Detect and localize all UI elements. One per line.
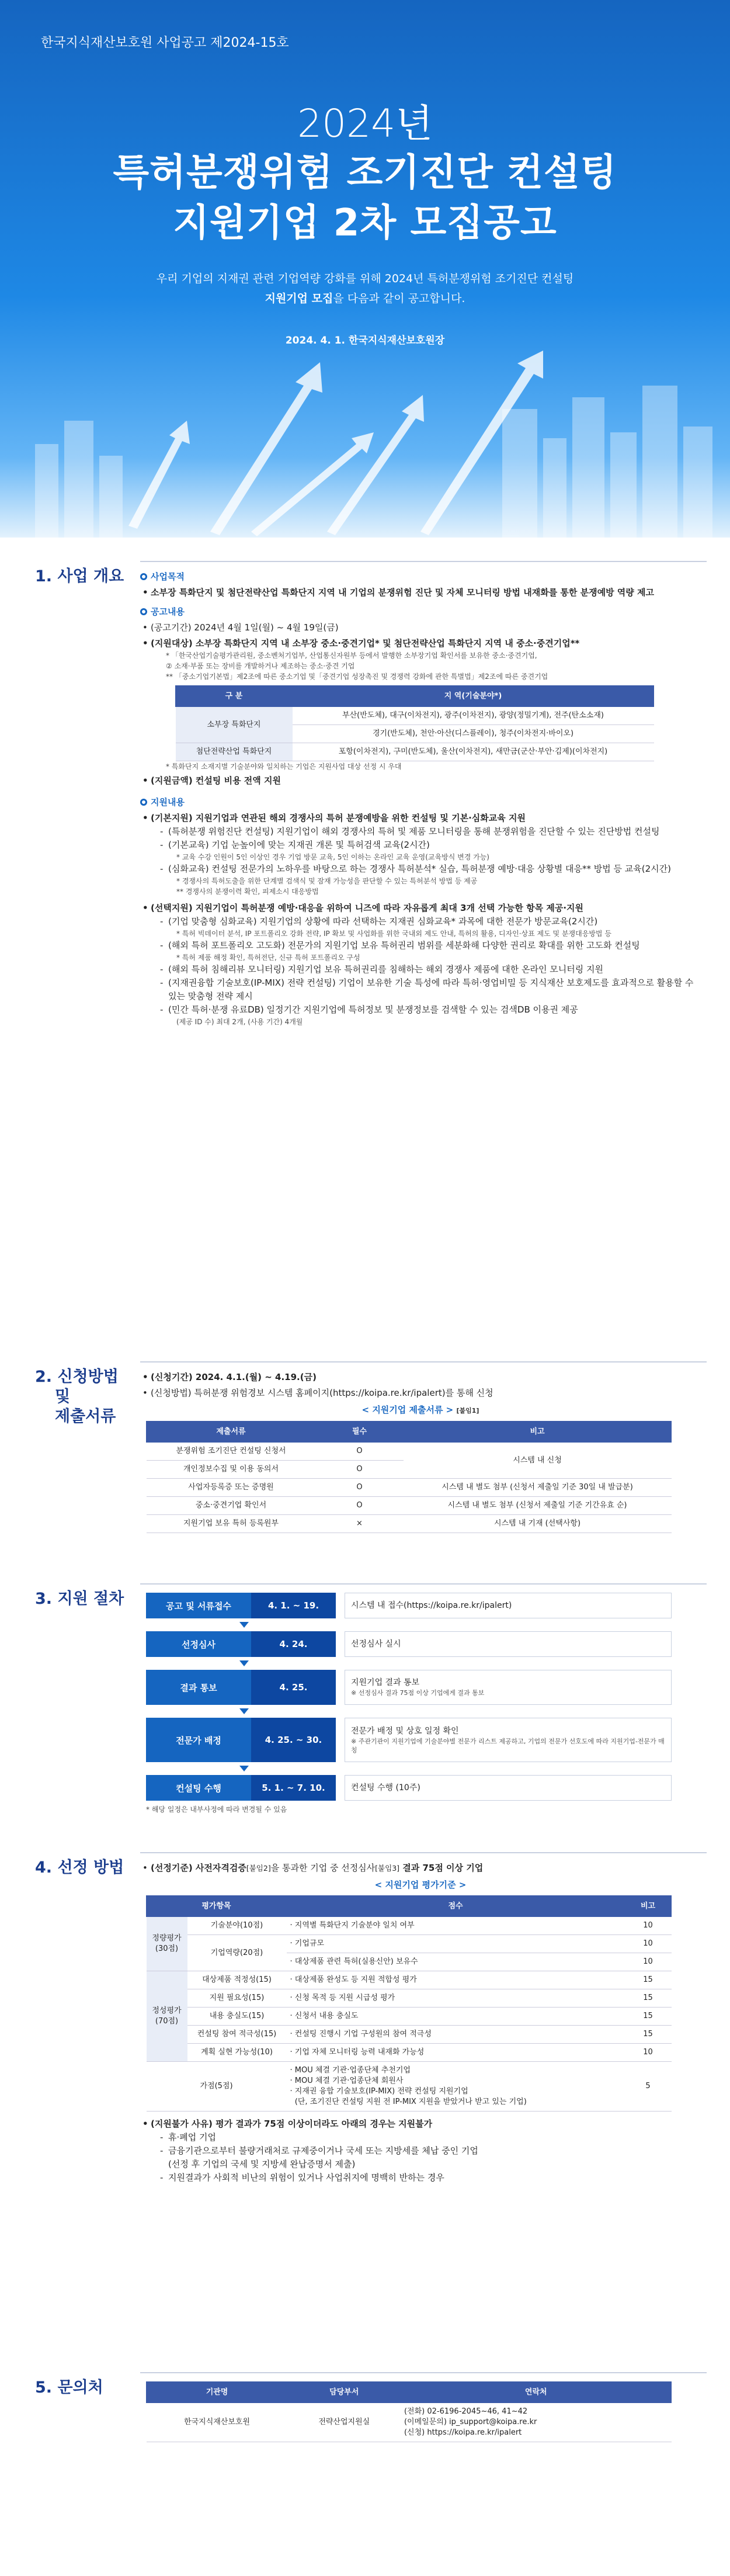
hero-date: 2024. 4. 1. 한국지식재산보호원장 xyxy=(285,335,445,346)
detail-cell: · 신청 목적 등 지원 시급성 평가 xyxy=(287,1989,625,2008)
detail-cell: · 컨설팅 진행시 기업 구성원의 참여 적극성 xyxy=(287,2026,625,2044)
step-desc xyxy=(345,1593,672,1618)
notice-period: • (공고기간) 2024년 4월 1일(월) ~ 4월 19일(금) xyxy=(140,621,701,635)
score-cell: 10 xyxy=(625,2044,672,2062)
contact-cell xyxy=(401,2403,672,2442)
step-note: ※ 선정심사 결과 75점 이상 기업에게 결과 통보 xyxy=(351,1689,485,1697)
title-line: 및 xyxy=(55,1388,71,1406)
doc-cell: 개인정보수집 및 이용 동의서 xyxy=(147,1461,316,1479)
bonus-line: · 지재권 융합 기술보호(IP-MIX) 전략 컨설팅 지원기업 xyxy=(290,2087,468,2096)
hero-desc-emph: 지원기업 모집 xyxy=(265,292,333,305)
hero-description xyxy=(0,269,730,308)
table-caption: < 지원기업 평가기준 > xyxy=(374,1880,467,1890)
score-cell: 10 xyxy=(625,1953,672,1971)
item-cell: 내용 충실도(15) xyxy=(187,2008,287,2026)
table-row xyxy=(147,1515,672,1533)
step-desc xyxy=(345,1718,672,1762)
item-cell: 기술분야(10점) xyxy=(187,1917,287,1935)
apply-period: • (신청기간) 2024. 4.1.(월) ~ 4.19.(금) xyxy=(140,1371,701,1384)
documents-table xyxy=(146,1421,672,1533)
step-row xyxy=(146,1631,672,1657)
custom-education: - (기업 맞춤형 심화교육) 지원기업의 상황에 따라 선택하는 지재권 심화교육* 과목에 대한 전문가 방문교육(2시간) xyxy=(140,915,701,928)
optional-support: • (선택지원) 지원기업이 특허분쟁 예방·대응을 위하여 니즈에 따라 자유롭게 최대 3개 선택 가능한 항목 제공·지원 xyxy=(140,902,701,915)
score-cell: 5 xyxy=(625,2062,672,2112)
hero-title-line2: 지원기업 2차 모집공고 xyxy=(173,202,557,245)
section-divider xyxy=(140,561,707,562)
advanced-note-1: * 경쟁사의 특허도출을 위한 단계별 검색식 및 잠재 가능성을 판단할 수 있는 특허분석 방법 등 제공 xyxy=(176,877,478,885)
portfolio-note: * 특허 제품 해정 확인, 특허전단, 신규 특허 포트폴리오 구성 xyxy=(176,954,360,962)
table-caption xyxy=(140,1403,701,1417)
subheading-text: 사업목적 xyxy=(151,571,185,582)
step-row xyxy=(146,1593,672,1618)
req-cell: O xyxy=(316,1497,404,1515)
table-row xyxy=(147,1479,672,1497)
hero-desc-rest: 을 다음과 같이 공고합니다. xyxy=(333,292,465,305)
section-title xyxy=(35,1367,119,1427)
req-cell: × xyxy=(316,1515,404,1533)
basic-consulting: - (특허분쟁 위험진단 컨설팅) 지원기업이 해외 경쟁사의 특허 및 제품 모니터링을 통해 분쟁위험을 진단할 수 있는 진단방법 컨설팅 xyxy=(140,825,701,838)
row-label: 소부장 특화단지 xyxy=(176,707,293,743)
item-cell: 컨설팅 참여 적극성(15) xyxy=(187,2026,287,2044)
bonus-line: (단, 조기진단 컨설팅 지원 전 IP-MIX 지원을 받았거나 받고 있는 기업) xyxy=(290,2097,527,2106)
org-cell: 한국지식재산보호원 xyxy=(147,2403,288,2442)
support-amount: • (지원금액) 컨설팅 비용 전액 지원 xyxy=(140,774,701,788)
section-divider xyxy=(140,1852,707,1853)
target-note-1: * 「한국산업기술평가관리원, 중소벤처기업부, 산업통신자원부 등에서 발행한 소부장기업 확인서를 보유한 중소·중견기업, xyxy=(166,651,537,660)
criteria-text: 결과 75점 이상 기업 xyxy=(399,1863,484,1873)
advanced-education: - (심화교육) 컨설팅 전문가의 노하우를 바탕으로 하는 경쟁사 특허분석* 실습, 특허분쟁 예방·대응 상황별 대응** 방법 등 교육(2시간) xyxy=(140,862,701,876)
down-arrow-icon xyxy=(239,1708,249,1714)
region-table xyxy=(175,685,654,761)
note-cell: 시스템 내 신청 xyxy=(404,1443,672,1479)
col-header: 평가항목 xyxy=(147,1896,287,1917)
attachment-ref: [붙임2] xyxy=(246,1864,271,1873)
exclusion-title: • (지원불가 사유) 평가 결과가 75점 이상이더라도 아래의 경우는 지원불가 xyxy=(140,2117,701,2131)
subheading-purpose xyxy=(140,570,701,584)
criteria-text: (선정기준) 사전자격검증 xyxy=(151,1863,246,1873)
selection-criteria xyxy=(140,1861,701,1875)
step-name: 컨설팅 수행 xyxy=(146,1775,251,1801)
exclusion-item: - 지원결과가 사회적 비난의 위험이 있거나 사업취지에 명백히 반하는 경우 xyxy=(140,2171,701,2185)
col-header: 구 분 xyxy=(176,686,293,707)
detail-cell: · 지역별 특화단지 기술분야 일치 여부 xyxy=(287,1917,625,1935)
table-cell: 부산(반도체), 대구(이차전지), 광주(이차전지), 광양(정밀기계), 전주(탄소소재) xyxy=(293,707,654,725)
section-application xyxy=(0,1361,730,1583)
step-desc-text: 컨설팅 수행 (10주) xyxy=(351,1783,420,1793)
table-row xyxy=(147,1497,672,1515)
section-title: 5. 문의처 xyxy=(35,2379,103,2397)
down-arrow-icon xyxy=(239,1622,249,1628)
target-note-2: ** 「중소기업기본법」제2조에 따른 중소기업 및「중견기업 성장촉진 및 경쟁력 강화에 관한 특별법」제2조에 따른 중견기업 xyxy=(166,672,548,681)
down-arrow-icon xyxy=(239,1660,249,1666)
step-desc xyxy=(345,1631,672,1657)
req-cell: O xyxy=(316,1461,404,1479)
phone: (전화) 02-6196-2045~46, 41~42 xyxy=(404,2407,528,2416)
col-header: 지 역(기술분야*) xyxy=(293,686,654,707)
doc-cell: 사업자등록증 또는 증명원 xyxy=(147,1479,316,1497)
apply-link[interactable]: (신청) https://koipa.re.kr/ipalert xyxy=(404,2428,522,2437)
title-line: 제출서류 xyxy=(55,1407,116,1426)
basic-education: - (기본교육) 기업 눈높이에 맞는 지재권 개론 및 특허검색 교육(2시간) xyxy=(140,838,701,852)
subheading-text: 지원내용 xyxy=(151,797,185,807)
score-cell: 15 xyxy=(625,2008,672,2026)
basic-education-note: * 교육 수강 인원이 5인 이상인 경우 기업 방문 교육, 5인 이하는 온라인 교육 운영(교육방식 변경 가능) xyxy=(176,853,489,861)
down-arrow-icon xyxy=(239,1766,249,1771)
advanced-note-2: ** 경쟁사의 분쟁이력 확인, 피제소시 대응방법 xyxy=(176,887,319,896)
section-selection xyxy=(0,1852,730,2296)
note-cell: 시스템 내 별도 첨부 (신청서 제출일 기준 30일 내 발급분) xyxy=(404,1479,672,1497)
detail-cell: · 신청서 내용 충실도 xyxy=(287,2008,625,2026)
city-arrows-illustration xyxy=(0,351,730,538)
bonus-line: · MOU 체결 기관·업종단체 추천기업 xyxy=(290,2066,411,2075)
detail-cell: · 기업규모 xyxy=(287,1935,625,1953)
item-cell: 기업역량(20점) xyxy=(187,1935,287,1971)
dept-cell: 전략산업지원실 xyxy=(288,2403,401,2442)
bonus-line: · MOU 체결 기관·업종단체 회원사 xyxy=(290,2076,404,2085)
email-link[interactable]: (이메일문의) ip_support@koipa.re.kr xyxy=(404,2418,537,2426)
detail-cell: · 대상제품 관련 특허(실용신안) 보유수 xyxy=(287,1953,625,1971)
step-desc-text: 선정심사 실시 xyxy=(351,1639,401,1649)
col-header: 제출서류 xyxy=(147,1422,316,1443)
step-date: 4. 1. ~ 19. xyxy=(251,1593,336,1618)
custom-education-note: * 특허 빅데이터 분석, IP 포트폴리오 강화 전략, IP 확보 및 사업화를 위한 국내외 제도 안내, 특허의 활용, 디자인·상표 제도 및 분쟁대응방법 등 xyxy=(176,930,611,938)
section-content xyxy=(140,564,701,1027)
support-target: • (지원대상) 소부장 특화단지 지역 내 소부장 중소·중견기업* 및 첨단전략산업 특화단지 지역 내 중소·중견기업** xyxy=(140,637,701,650)
step-date: 4. 24. xyxy=(251,1631,336,1657)
section-divider xyxy=(140,1361,707,1362)
note-cell: 시스템 내 기재 (선택사항) xyxy=(404,1515,672,1533)
col-header: 연락처 xyxy=(401,2382,672,2403)
table-row xyxy=(147,1443,672,1461)
subheading-notice xyxy=(140,605,701,619)
step-desc-text: 지원기업 결과 통보 xyxy=(351,1678,420,1687)
contact-table xyxy=(146,2381,672,2442)
table-cell: 포항(이차전지), 구미(반도체), 울산(이차전지), 새만금(군산·부안·김제)(이차전지) xyxy=(293,743,654,761)
circle-bullet-icon xyxy=(140,608,147,615)
paid-db: - (민간 특허·분쟁 유료DB) 일정기간 지원기업에 특허정보 및 분쟁정보를 검색할 수 있는 검색DB 이용권 제공 xyxy=(140,1003,701,1017)
step-date: 4. 25. ~ 30. xyxy=(251,1718,336,1762)
step-row xyxy=(146,1670,672,1705)
group-label: 정성평가 (70점) xyxy=(147,1971,187,2062)
schedule-note: * 해당 일정은 내부사정에 따라 변경될 수 있음 xyxy=(146,1805,287,1814)
table-note: * 특화단지 소재지별 기술분야와 일치하는 기업은 지원사업 대상 선정 시 우대 xyxy=(166,762,402,771)
step-row xyxy=(146,1718,672,1762)
doc-cell: 지원기업 보유 특허 등록원부 xyxy=(147,1515,316,1533)
section-procedure xyxy=(0,1583,730,1840)
item-cell: 가점(5점) xyxy=(147,2062,287,2112)
score-cell: 10 xyxy=(625,1935,672,1953)
step-row xyxy=(146,1775,672,1801)
col-header: 기관명 xyxy=(147,2382,288,2403)
score-cell: 10 xyxy=(625,1917,672,1935)
table-cell: 경기(반도체), 천안·아산(디스플레이), 청주(이차전지·바이오) xyxy=(293,725,654,743)
section-content xyxy=(140,1368,701,1533)
section-title: 4. 선정 방법 xyxy=(35,1859,124,1877)
title-line: 2. 신청방법 xyxy=(35,1368,119,1386)
step-desc xyxy=(345,1775,672,1801)
score-cell: 15 xyxy=(625,1971,672,1989)
item-cell: 지원 필요성(15) xyxy=(187,1989,287,2008)
ip-mix-consulting: - (지재권융합 기술보호(IP-MIX) 전략 컨설팅) 기업이 보유한 기술 특성에 따라 특허·영업비밀 등 지식재산 보호제도를 효과적으로 활용할 수 있는 맞춤형 전략 제시 xyxy=(140,976,701,1003)
evaluation-table xyxy=(146,1895,672,2112)
hero-title-line1: 특허분쟁위험 조기진단 컨설팅 xyxy=(113,151,617,195)
note-cell: 시스템 내 별도 첨부 (신청서 제출일 기준 기간유효 순) xyxy=(404,1497,672,1515)
col-header: 필수 xyxy=(316,1422,404,1443)
attachment-ref: [붙임3] xyxy=(375,1864,400,1873)
subheading-content xyxy=(140,796,701,809)
step-desc-text: 전문가 배정 및 상호 일정 확인 xyxy=(351,1726,459,1736)
section-overview xyxy=(0,561,730,1075)
purpose-text: • 소부장 특화단지 및 첨단전략산업 특화단지 지역 내 기업의 분쟁위험 진단 및 자체 모니터링 방법 내재화를 통한 분쟁예방 역량 제고 xyxy=(140,586,701,599)
section-contact xyxy=(0,2372,730,2489)
doc-cell: 중소·중견기업 확인서 xyxy=(147,1497,316,1515)
step-note: ※ 주관기관이 지원기업에 기술분야별 전문가 리스트 제공하고, 기업의 전문가 선호도에 따라 지원기업-전문가 매칭 xyxy=(351,1737,665,1754)
req-cell: O xyxy=(316,1443,404,1461)
req-cell: O xyxy=(316,1479,404,1497)
step-date: 5. 1. ~ 7. 10. xyxy=(251,1775,336,1801)
section-title: 3. 지원 절차 xyxy=(35,1590,124,1608)
item-cell: 대상제품 적정성(15) xyxy=(187,1971,287,1989)
caption-text: < 지원기업 제출서류 > xyxy=(361,1405,454,1415)
step-name: 선정심사 xyxy=(146,1631,251,1657)
hero-year: 2024년 xyxy=(297,101,433,146)
target-note-1b: ② 소재·부품 또는 장비를 개발하거나 제조하는 중소·중견 기업 xyxy=(166,662,355,670)
basic-support: • (기본지원) 지원기업과 연관된 해외 경쟁사의 특허 분쟁예방을 위한 컨설팅 및 기본·심화교육 지원 xyxy=(140,812,701,825)
detail-cell: · 기업 자체 모니터링 능력 내재화 가능성 xyxy=(287,2044,625,2062)
section-content xyxy=(140,1859,701,2185)
detail-cell xyxy=(287,2062,625,2112)
subheading-text: 공고내용 xyxy=(151,606,185,617)
exclusion-item-note: (선정 후 기업의 국세 및 지방세 완납증명서 제출) xyxy=(168,2159,356,2169)
step-desc-text: 시스템 내 접수(https://koipa.re.kr/ipalert) xyxy=(351,1600,512,1610)
item-cell: 계획 실현 가능성(10) xyxy=(187,2044,287,2062)
notice-number: 한국지식재산보호원 사업공고 제2024-15호 xyxy=(41,36,289,50)
row-label: 첨단전략산업 특화단지 xyxy=(176,743,293,761)
step-desc xyxy=(345,1670,672,1705)
col-header: 점수 xyxy=(287,1896,625,1917)
doc-cell: 분쟁위험 조기진단 컨설팅 신청서 xyxy=(147,1443,316,1461)
hero-desc-line2 xyxy=(0,289,730,308)
exclusion-item: - 휴·폐업 기업 xyxy=(140,2131,701,2144)
section-title: 1. 사업 개요 xyxy=(35,567,124,585)
caption-note: [붙임1] xyxy=(456,1407,479,1414)
hero-desc-line1: 우리 기업의 지재권 관련 기업역량 강화를 위해 2024년 특허분쟁위험 조기진단 컨설팅 xyxy=(156,272,574,285)
score-cell: 15 xyxy=(625,2026,672,2044)
portfolio-upgrade: - (해외 특허 포트폴리오 고도화) 전문가의 지원기업 보유 특허권리 범위를 세분화해 다양한 권리로 확대를 위한 고도화 컨설팅 xyxy=(140,939,701,952)
circle-bullet-icon xyxy=(140,573,147,580)
col-header: 비고 xyxy=(625,1896,672,1917)
detail-cell: · 대상제품 완성도 등 지원 적합성 평가 xyxy=(287,1971,625,1989)
step-name: 결과 통보 xyxy=(146,1670,251,1705)
step-date: 4. 25. xyxy=(251,1670,336,1705)
col-header: 담당부서 xyxy=(288,2382,401,2403)
group-label: 정량평가 (30점) xyxy=(147,1917,187,1971)
step-name: 공고 및 서류접수 xyxy=(146,1593,251,1618)
exclusion-item: - 금융기관으로부터 불량거래처로 규제중이거나 국세 또는 지방세를 체납 중인 기업 xyxy=(140,2144,701,2158)
section-divider xyxy=(140,1583,707,1585)
apply-method: • (신청방법) 특허분쟁 위험경보 시스템 홈페이지(https://koipa.re.kr/ipalert)를 통해 신청 xyxy=(140,1386,701,1400)
hero-banner xyxy=(0,0,730,538)
infringement-monitoring: - (해외 특허 침해리뷰 모니터링) 지원기업 보유 특허권리를 침해하는 해외 경쟁사 제품에 대한 온라인 모니터링 지원 xyxy=(140,963,701,976)
circle-bullet-icon xyxy=(140,799,147,806)
score-cell: 15 xyxy=(625,1989,672,2008)
step-name: 전문가 배정 xyxy=(146,1718,251,1762)
criteria-text: 을 통과한 기업 중 선정심사 xyxy=(270,1863,376,1873)
paid-db-note: (제공 ID 수) 최대 2개, (사용 기간) 4개월 xyxy=(176,1018,303,1026)
section-divider xyxy=(140,2372,707,2373)
section-content xyxy=(140,2381,701,2442)
col-header: 비고 xyxy=(404,1422,672,1443)
